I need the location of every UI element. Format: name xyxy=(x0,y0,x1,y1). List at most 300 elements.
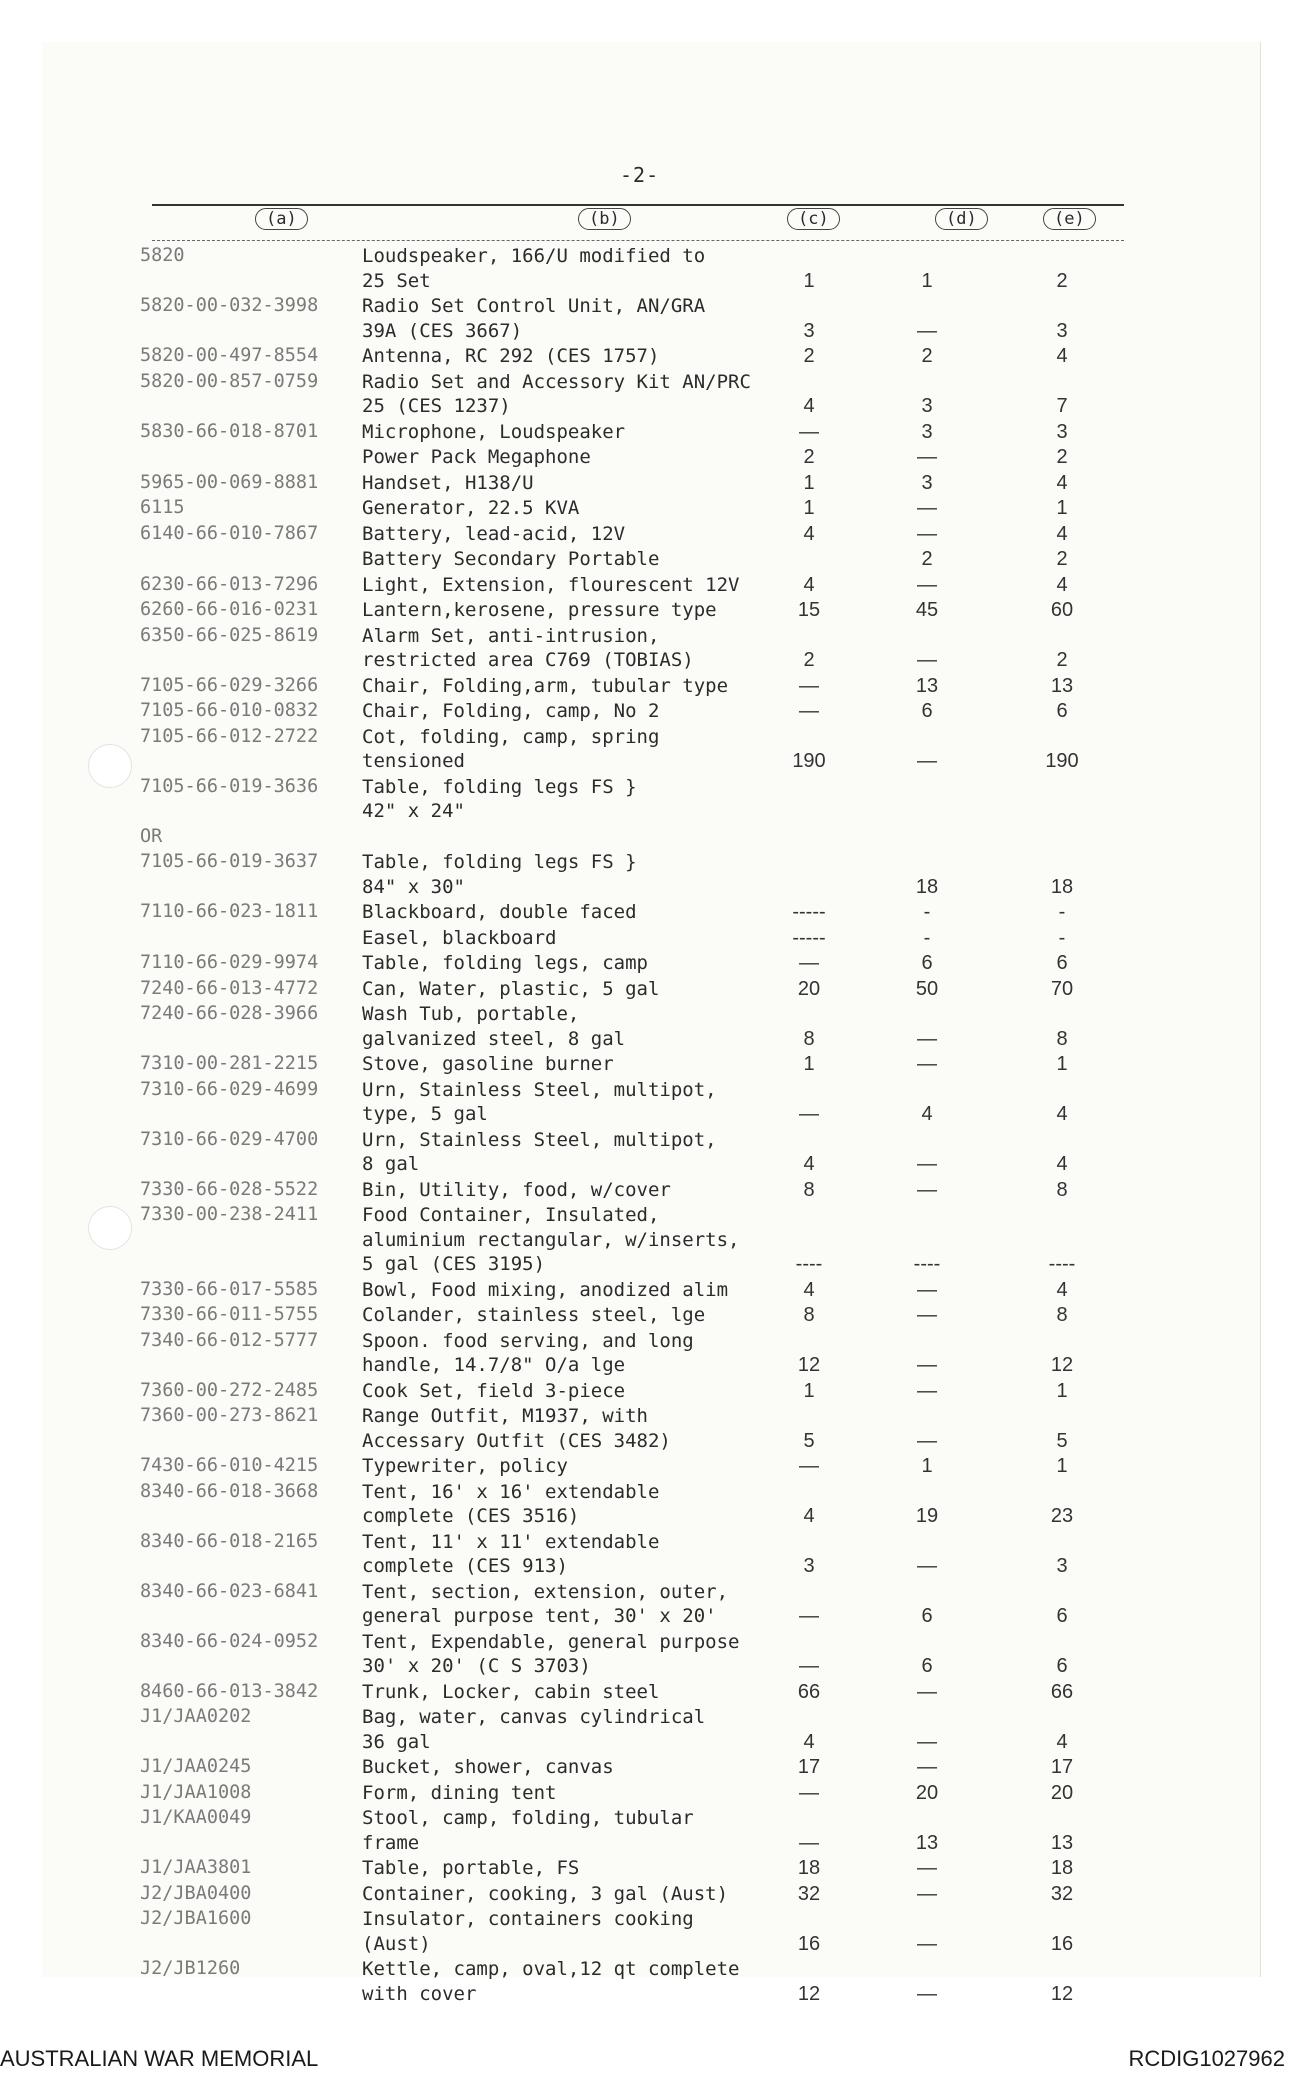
table-row xyxy=(140,547,1120,572)
description-line: complete (CES 913) xyxy=(362,1555,568,1577)
stock-number: 5820-00-032-3998 xyxy=(140,295,319,316)
table-row xyxy=(140,1329,1120,1378)
quantity-d: — xyxy=(917,1153,937,1175)
description-line: Can, Water, plastic, 5 gal xyxy=(362,977,660,1000)
description-line: 39A (CES 3667) xyxy=(362,319,523,342)
quantity-c: 1 xyxy=(803,471,815,494)
quantity-c: ----- xyxy=(792,926,826,949)
stock-number: 7110-66-023-1811 xyxy=(140,901,319,922)
description-line: Bin, Utility, food, w/cover xyxy=(362,1178,671,1201)
quantity-c: 8 xyxy=(803,1178,815,1201)
quantity-c: 1 xyxy=(803,497,815,519)
header-rule-dashed xyxy=(152,240,1124,241)
quantity-c: 4 xyxy=(803,522,815,545)
description-line: 84" x 30" xyxy=(362,875,465,898)
quantity-c: 5 xyxy=(803,1429,815,1452)
quantity-c: 1 xyxy=(803,269,815,292)
quantity-e: 7 xyxy=(1056,395,1068,417)
quantity-c: 4 xyxy=(803,573,815,596)
header-rule-top xyxy=(152,204,1124,206)
table-row xyxy=(140,1680,1120,1705)
quantity-e: 6 xyxy=(1056,700,1068,722)
item-description xyxy=(362,674,776,699)
quantity-c: — xyxy=(799,1655,819,1677)
quantity-c: 4 xyxy=(803,1278,815,1301)
quantity-d: — xyxy=(917,1027,937,1050)
description-line: Blackboard, double faced xyxy=(362,901,637,923)
quantity-e: - xyxy=(1058,901,1066,923)
item-description xyxy=(362,420,776,445)
table-row xyxy=(140,294,1120,343)
table-row xyxy=(140,725,1120,774)
description-line: Food Container, Insulated, xyxy=(362,1204,660,1226)
quantity-c: 18 xyxy=(797,1857,821,1879)
quantity-c: — xyxy=(799,1831,819,1854)
quantity-c: 3 xyxy=(803,1555,815,1577)
description-line: (Aust) xyxy=(362,1932,431,1955)
quantity-e: 32 xyxy=(1050,1882,1074,1905)
quantity-c: — xyxy=(799,1605,819,1627)
description-line: tensioned xyxy=(362,750,465,772)
table-row xyxy=(140,1303,1120,1328)
description-line: Colander, stainless steel, lge xyxy=(362,1304,706,1326)
description-line: Light, Extension, flourescent 12V xyxy=(362,573,740,596)
description-line: Alarm Set, anti-intrusion, xyxy=(362,624,660,647)
stock-number: 6260-66-016-0231 xyxy=(140,599,319,620)
quantity-c: ----- xyxy=(792,901,826,923)
quantity-c: 12 xyxy=(797,1982,821,2005)
stock-number: J2/JBA0400 xyxy=(140,1882,252,1904)
quantity-e: 6 xyxy=(1056,1605,1068,1627)
quantity-e: 20 xyxy=(1050,1781,1074,1804)
table-row xyxy=(140,977,1120,1002)
description-line: Loudspeaker, 166/U modified to xyxy=(362,245,706,267)
quantity-d: 45 xyxy=(915,599,939,621)
quantity-e: 1 xyxy=(1056,1053,1068,1075)
description-line: Radio Set Control Unit, AN/GRA xyxy=(362,295,706,317)
quantity-e: 12 xyxy=(1050,1354,1074,1376)
item-description xyxy=(362,1630,776,1679)
quantity-d: — xyxy=(917,497,937,519)
description-line: Power Pack Megaphone xyxy=(362,446,591,468)
quantity-c: 3 xyxy=(803,319,815,342)
quantity-d: — xyxy=(917,1882,937,1905)
quantity-e: 8 xyxy=(1056,1178,1068,1201)
quantity-e: 8 xyxy=(1056,1027,1068,1050)
quantity-d: 6 xyxy=(921,700,933,722)
quantity-c: — xyxy=(799,1781,819,1804)
quantity-c: — xyxy=(799,700,819,722)
quantity-e: 2 xyxy=(1056,269,1068,292)
quantity-e: 4 xyxy=(1056,1153,1068,1175)
description-line: Spoon. food serving, and long xyxy=(362,1329,694,1352)
stock-number: 7360-00-272-2485 xyxy=(140,1379,319,1401)
quantity-e: 2 xyxy=(1056,649,1068,671)
description-line: Radio Set and Accessory Kit AN/PRC xyxy=(362,370,751,393)
description-line: Stool, camp, folding, tubular xyxy=(362,1807,694,1829)
item-description xyxy=(362,900,776,925)
description-line: Urn, Stainless Steel, multipot, xyxy=(362,1128,717,1151)
quantity-d: — xyxy=(917,522,937,545)
table-row xyxy=(140,1907,1120,1956)
description-line: 25 (CES 1237) xyxy=(362,395,511,417)
description-line: aluminium rectangular, w/inserts, xyxy=(362,1228,740,1251)
item-description xyxy=(362,547,776,572)
description-line: Stove, gasoline burner xyxy=(362,1053,614,1075)
table-row xyxy=(140,522,1120,547)
quantity-d: ---- xyxy=(913,1253,941,1275)
item-description xyxy=(362,1052,776,1077)
description-line: Bag, water, canvas cylindrical xyxy=(362,1706,706,1728)
quantity-e: 1 xyxy=(1056,497,1068,519)
quantity-d: — xyxy=(917,1178,937,1201)
quantity-d: — xyxy=(917,1680,937,1703)
quantity-d: — xyxy=(917,1354,937,1376)
quantity-d: — xyxy=(917,1730,937,1753)
item-description xyxy=(362,1781,776,1806)
quantity-c: 4 xyxy=(803,1730,815,1753)
quantity-d: — xyxy=(917,1857,937,1879)
footer-reference: RCDIG1027962 xyxy=(1128,2046,1285,2071)
item-description xyxy=(362,244,776,293)
quantity-e: 17 xyxy=(1050,1756,1074,1778)
quantity-c: 4 xyxy=(803,395,815,417)
description-line: Chair, Folding,arm, tubular type xyxy=(362,674,729,697)
item-description xyxy=(362,1078,776,1127)
stock-number: 6350-66-025-8619 xyxy=(140,624,319,646)
item-description xyxy=(362,1404,776,1453)
description-line: type, 5 gal xyxy=(362,1103,488,1125)
table-row xyxy=(140,900,1120,925)
description-line: Insulator, containers cooking xyxy=(362,1908,694,1930)
quantity-d: 13 xyxy=(915,1831,939,1854)
quantity-e: 66 xyxy=(1050,1680,1074,1703)
quantity-e: 4 xyxy=(1056,471,1068,494)
quantity-e: 70 xyxy=(1050,977,1074,1000)
quantity-d: - xyxy=(923,901,931,923)
description-line: Generator, 22.5 KVA xyxy=(362,497,580,519)
stock-number: J1/KAA0049 xyxy=(140,1807,252,1828)
quantity-d: 3 xyxy=(921,420,933,443)
quantity-c: 1 xyxy=(803,1379,815,1402)
description-line: Table, portable, FS xyxy=(362,1857,580,1879)
table-row xyxy=(140,1078,1120,1127)
item-description xyxy=(362,445,776,470)
quantity-d: 3 xyxy=(921,471,933,494)
stock-number: J1/JAA3801 xyxy=(140,1857,252,1878)
quantity-d: 2 xyxy=(921,345,933,367)
quantity-d: — xyxy=(917,1555,937,1577)
stock-number: 7310-66-029-4700 xyxy=(140,1128,319,1150)
description-line: Antenna, RC 292 (CES 1757) xyxy=(362,345,660,367)
item-description xyxy=(362,775,776,824)
item-description xyxy=(362,1530,776,1579)
table-row xyxy=(140,496,1120,521)
quantity-c: — xyxy=(799,674,819,697)
quantity-d: 2 xyxy=(921,548,933,570)
table-row xyxy=(140,1530,1120,1579)
description-line: Battery, lead-acid, 12V xyxy=(362,522,626,545)
table-row xyxy=(140,1806,1120,1855)
stock-number: 5820-00-857-0759 xyxy=(140,370,319,392)
stock-number: 7105-66-019-3636 xyxy=(140,775,319,797)
description-line: Kettle, camp, oval,12 qt complete xyxy=(362,1958,740,1980)
table-row xyxy=(140,1781,1120,1806)
description-line: 36 gal xyxy=(362,1730,431,1753)
item-description xyxy=(362,699,776,724)
quantity-d: 3 xyxy=(921,395,933,417)
quantity-e: 18 xyxy=(1050,1857,1074,1879)
stock-number: J2/JB1260 xyxy=(140,1958,241,1979)
description-line: Wash Tub, portable, xyxy=(362,1003,580,1025)
description-line: Form, dining tent xyxy=(362,1781,557,1804)
quantity-e: 12 xyxy=(1050,1982,1074,2005)
table-row xyxy=(140,244,1120,293)
quantity-e: 6 xyxy=(1056,952,1068,974)
stock-number: J1/JAA0245 xyxy=(140,1756,252,1777)
description-line: Range Outfit, M1937, with xyxy=(362,1405,648,1427)
table-row xyxy=(140,1580,1120,1629)
item-description xyxy=(362,1278,776,1303)
item-description xyxy=(362,1806,776,1855)
item-description xyxy=(362,1128,776,1177)
quantity-c: 12 xyxy=(797,1354,821,1376)
quantity-d: 20 xyxy=(915,1781,939,1804)
stock-number: J1/JAA1008 xyxy=(140,1781,252,1803)
quantity-d: — xyxy=(917,319,937,342)
item-description xyxy=(362,1002,776,1051)
table-row xyxy=(140,1404,1120,1453)
stock-number: 8340-66-024-0952 xyxy=(140,1630,319,1652)
table-row xyxy=(140,573,1120,598)
description-line: Tent, 11' x 11' extendable xyxy=(362,1530,660,1553)
quantity-c: — xyxy=(799,1455,819,1477)
quantity-e: - xyxy=(1058,926,1066,949)
quantity-e: 1 xyxy=(1056,1379,1068,1402)
item-description xyxy=(362,1907,776,1956)
quantity-c: ---- xyxy=(795,1253,823,1275)
quantity-d: — xyxy=(917,446,937,468)
quantity-e: 1 xyxy=(1056,1455,1068,1477)
column-header-b: (b) xyxy=(578,208,631,230)
item-description xyxy=(362,1680,776,1705)
item-description xyxy=(362,496,776,521)
quantity-d: — xyxy=(917,750,937,772)
quantity-e: 5 xyxy=(1056,1429,1068,1452)
quantity-d: 6 xyxy=(921,952,933,974)
description-line: 5 gal (CES 3195) xyxy=(362,1253,546,1275)
quantity-e: 4 xyxy=(1056,345,1068,367)
description-line: 42" x 24" xyxy=(362,800,465,822)
description-line: Typewriter, policy xyxy=(362,1455,568,1477)
stock-number: 8460-66-013-3842 xyxy=(140,1680,319,1702)
stock-number: 5820-00-497-8554 xyxy=(140,345,319,366)
description-line: Table, folding legs FS } xyxy=(362,851,637,873)
description-line: Chair, Folding, camp, No 2 xyxy=(362,700,660,722)
quantity-d: 1 xyxy=(921,1455,933,1477)
item-description xyxy=(362,1580,776,1629)
stock-number: 7240-66-013-4772 xyxy=(140,977,319,999)
quantity-e: 4 xyxy=(1056,1103,1068,1125)
table-row xyxy=(140,1052,1120,1077)
quantity-c: 17 xyxy=(797,1756,821,1778)
description-line: Lantern,kerosene, pressure type xyxy=(362,599,717,621)
quantity-c: 20 xyxy=(797,977,821,1000)
table-row xyxy=(140,775,1120,824)
quantity-c: 1 xyxy=(803,1053,815,1075)
table-row xyxy=(140,1278,1120,1303)
stock-number: 5830-66-018-8701 xyxy=(140,420,319,442)
quantity-e: 190 xyxy=(1045,750,1079,772)
punch-hole-top xyxy=(88,744,132,788)
quantity-d: — xyxy=(917,1756,937,1778)
item-description xyxy=(362,1379,776,1404)
description-line: galvanized steel, 8 gal xyxy=(362,1027,626,1050)
item-description xyxy=(362,1454,776,1479)
stock-number: 7105-66-019-3637 xyxy=(140,851,319,872)
table-row xyxy=(140,1856,1120,1881)
description-line: Cook Set, field 3-piece xyxy=(362,1379,626,1402)
table-row xyxy=(140,471,1120,496)
stock-number: 7430-66-010-4215 xyxy=(140,1455,319,1476)
stock-number: 7310-00-281-2215 xyxy=(140,1053,319,1074)
item-description xyxy=(362,951,776,976)
stock-number: 7110-66-029-9974 xyxy=(140,952,319,973)
quantity-d: 19 xyxy=(915,1505,939,1527)
column-header-c: (c) xyxy=(787,208,840,230)
table-row xyxy=(140,1379,1120,1404)
quantity-c: 8 xyxy=(803,1027,815,1050)
quantity-e: 23 xyxy=(1050,1505,1074,1527)
description-line: Tent, section, extension, outer, xyxy=(362,1580,729,1603)
quantity-c: — xyxy=(799,952,819,974)
item-description xyxy=(362,370,776,419)
quantity-d: — xyxy=(917,1053,937,1075)
item-description xyxy=(362,1755,776,1780)
stock-number: 7240-66-028-3966 xyxy=(140,1003,319,1024)
quantity-d: — xyxy=(917,573,937,596)
quantity-c: — xyxy=(799,420,819,443)
item-description xyxy=(362,1856,776,1881)
quantity-e: 13 xyxy=(1050,1831,1074,1854)
stock-number: 7330-66-011-5755 xyxy=(140,1304,319,1325)
quantity-d: — xyxy=(917,1932,937,1955)
quantity-c: 32 xyxy=(797,1882,821,1905)
stock-number: 7105-66-010-0832 xyxy=(140,700,319,721)
footer-institution: AUSTRALIAN WAR MEMORIAL xyxy=(0,2046,319,2071)
table-row xyxy=(140,1203,1120,1277)
item-description xyxy=(362,471,776,496)
item-description xyxy=(362,1480,776,1529)
description-line: general purpose tent, 30' x 20' xyxy=(362,1605,717,1627)
table-row xyxy=(140,344,1120,369)
description-line: Cot, folding, camp, spring xyxy=(362,725,660,748)
column-header-a: (a) xyxy=(255,208,308,230)
quantity-e: 4 xyxy=(1056,1278,1068,1301)
quantity-e: 4 xyxy=(1056,573,1068,596)
quantity-c: 2 xyxy=(803,446,815,468)
description-line: Table, folding legs, camp xyxy=(362,952,648,974)
description-line: Tent, Expendable, general purpose xyxy=(362,1630,740,1653)
description-line: Accessary Outfit (CES 3482) xyxy=(362,1429,671,1452)
item-description xyxy=(362,522,776,547)
item-description xyxy=(362,1882,776,1907)
quantity-d: — xyxy=(917,1278,937,1301)
quantity-e: 6 xyxy=(1056,1655,1068,1677)
item-description xyxy=(362,725,776,774)
quantity-e: 13 xyxy=(1050,674,1074,697)
description-line: Handset, H138/U xyxy=(362,471,534,494)
table-row xyxy=(140,1755,1120,1780)
stock-number: 7330-66-028-5522 xyxy=(140,1178,319,1200)
table-row xyxy=(140,624,1120,673)
quantity-d: — xyxy=(917,1304,937,1326)
column-header-e: (e) xyxy=(1043,208,1096,230)
quantity-e: 3 xyxy=(1056,420,1068,443)
quantity-e: 18 xyxy=(1050,875,1074,898)
description-line: frame xyxy=(362,1831,420,1854)
column-header-d: (d) xyxy=(935,208,988,230)
quantity-e: 8 xyxy=(1056,1304,1068,1326)
description-line: 25 Set xyxy=(362,269,431,292)
quantity-e: 4 xyxy=(1056,522,1068,545)
stock-number: J1/JAA0202 xyxy=(140,1706,252,1727)
stock-number: 8340-66-018-3668 xyxy=(140,1480,319,1502)
quantity-d: - xyxy=(923,926,931,949)
description-line: Container, cooking, 3 gal (Aust) xyxy=(362,1882,729,1905)
stock-number: 7360-00-273-8621 xyxy=(140,1405,319,1426)
quantity-e: 4 xyxy=(1056,1730,1068,1753)
stock-number: 8340-66-018-2165 xyxy=(140,1530,319,1552)
item-description xyxy=(362,1203,776,1277)
quantity-d: — xyxy=(917,1982,937,2005)
table-row xyxy=(140,850,1120,899)
table-row xyxy=(140,1002,1120,1051)
item-description xyxy=(362,598,776,623)
table-row xyxy=(140,699,1120,724)
stock-number: 7340-66-012-5777 xyxy=(140,1329,319,1351)
quantity-d: — xyxy=(917,649,937,671)
quantity-e: 2 xyxy=(1056,548,1068,570)
description-line: Urn, Stainless Steel, multipot, xyxy=(362,1078,717,1101)
quantity-d: 6 xyxy=(921,1655,933,1677)
item-description xyxy=(362,850,776,899)
table-row xyxy=(140,598,1120,623)
quantity-c: 2 xyxy=(803,345,815,367)
description-line: Bowl, Food mixing, anodized alim xyxy=(362,1278,729,1301)
quantity-e: 60 xyxy=(1050,599,1074,621)
table-row xyxy=(140,1630,1120,1679)
stock-number: OR xyxy=(140,825,163,847)
table-row xyxy=(140,951,1120,976)
item-description xyxy=(362,294,776,343)
description-line: 8 gal xyxy=(362,1153,420,1175)
item-description xyxy=(362,1957,776,2006)
item-description xyxy=(362,1705,776,1754)
description-line: Trunk, Locker, cabin steel xyxy=(362,1680,660,1703)
item-description xyxy=(362,624,776,673)
quantity-d: 50 xyxy=(915,977,939,1000)
description-line: Easel, blackboard xyxy=(362,926,557,949)
quantity-c: 2 xyxy=(803,649,815,671)
table-row xyxy=(140,370,1120,419)
stock-number: 6230-66-013-7296 xyxy=(140,573,319,595)
quantity-e: 3 xyxy=(1056,1555,1068,1577)
quantity-c: 15 xyxy=(797,599,821,621)
item-description xyxy=(362,573,776,598)
table-row xyxy=(140,1128,1120,1177)
quantity-d: 6 xyxy=(921,1605,933,1627)
